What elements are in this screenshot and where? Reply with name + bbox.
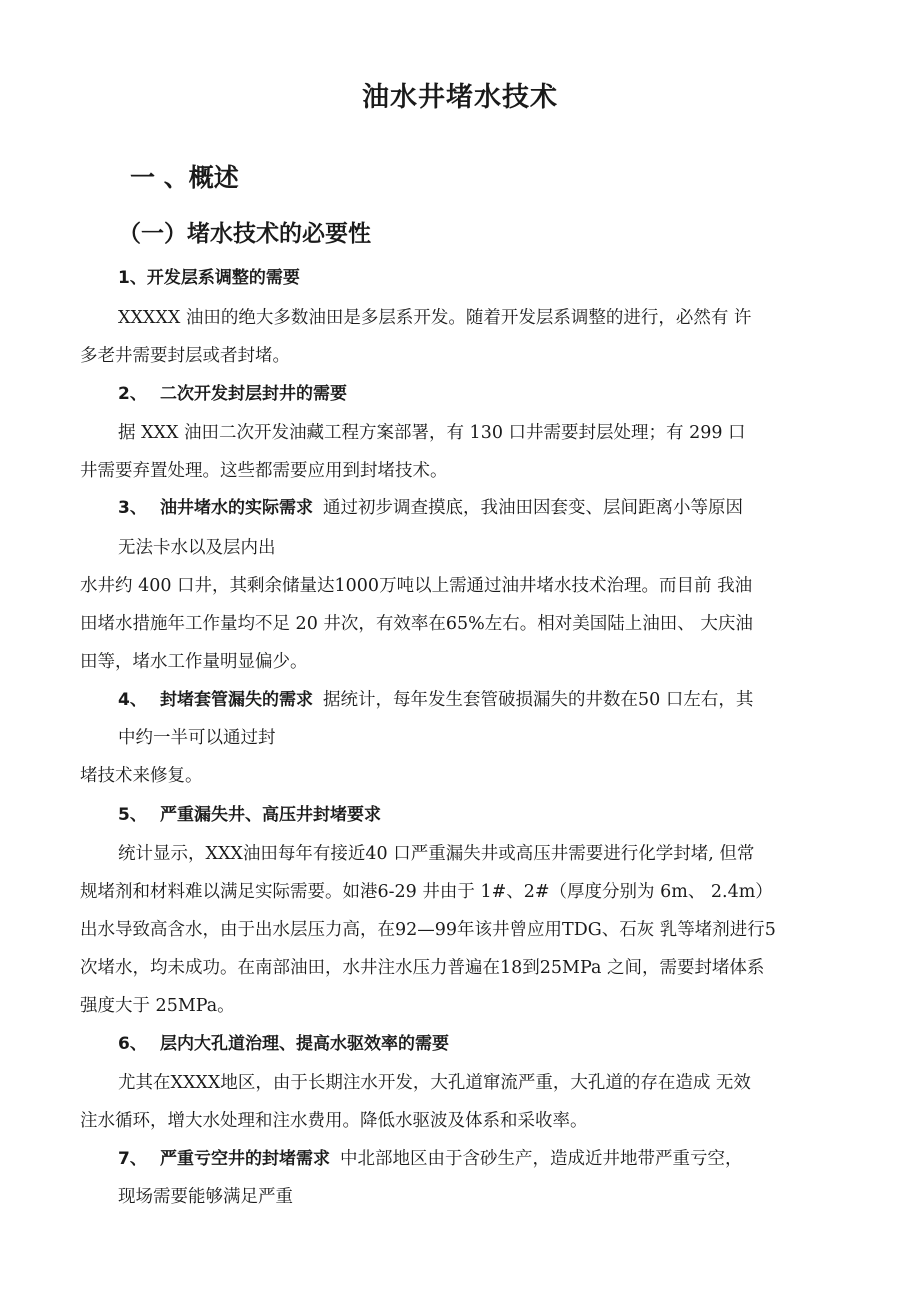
paragraph-line: 现场需要能够满足严重 — [118, 1187, 293, 1207]
item-heading-2: 2、 二次开发封层封井的需要 — [118, 384, 347, 404]
paragraph-line: 尤其在XXXX地区，由于长期注水开发，大孔道窜流严重，大孔道的存在造成 无效 — [118, 1073, 751, 1093]
paragraph-line: 出水导致高含水，由于出水层压力高，在92—99年该井曾应用TDG、石灰 乳等堵剂进行5 — [80, 920, 776, 940]
paragraph-line: 规堵剂和材料难以满足实际需要。如港6-29 井由于 1#、2#（厚度分别为 6m、 2.4m） — [80, 882, 773, 902]
paragraph-line: 堵技术来修复。 — [80, 766, 203, 786]
item-heading-3: 3、 油井堵水的实际需求 通过初步调查摸底，我油田因套变、层间距离小等原因 — [118, 498, 743, 518]
paragraph-line: 田堵水措施年工作量均不足 20 井次，有效率在65%左右。相对美国陆上油田、 大庆油 — [80, 614, 753, 634]
paragraph-line: 井需要弃置处理。这些都需要应用到封堵技术。 — [80, 461, 448, 481]
paragraph-line: 强度大于 25MPa。 — [80, 996, 235, 1016]
paragraph-line: 无法卡水以及层内出 — [118, 538, 276, 558]
paragraph-line: 田等，堵水工作量明显偏少。 — [80, 652, 308, 672]
paragraph-line: 注水循环，增大水处理和注水费用。降低水驱波及体系和采收率。 — [80, 1111, 588, 1131]
document-title: 油水井堵水技术 — [362, 82, 558, 113]
item-heading-7: 7、 严重亏空井的封堵需求 中北部地区由于含砂生产，造成近井地带严重亏空， — [118, 1149, 743, 1169]
subsection-heading-necessity: （一）堵水技术的必要性 — [118, 221, 371, 247]
item-heading-1: 1、开发层系调整的需要 — [118, 268, 300, 288]
paragraph-line: 据 XXX 油田二次开发油藏工程方案部署，有 130 口井需要封层处理；有 299 口 — [118, 423, 746, 443]
paragraph-line: 次堵水，均未成功。在南部油田，水井注水压力普遍在18到25MPa 之间，需要封堵体系 — [80, 958, 765, 978]
paragraph-line: 统计显示，XXX油田每年有接近40 口严重漏失井或高压井需要进行化学封堵, 但常 — [118, 844, 755, 864]
item-heading-4: 4、 封堵套管漏失的需求 据统计，每年发生套管破损漏失的井数在50 口左右，其 — [118, 690, 754, 710]
paragraph-line: XXXXX 油田的绝大多数油田是多层系开发。随着开发层系调整的进行，必然有 许 — [118, 308, 752, 328]
item-heading-5: 5、 严重漏失井、高压井封堵要求 — [118, 805, 381, 825]
section-heading-overview: 一 、概述 — [130, 163, 239, 192]
item-heading-6: 6、 层内大孔道治理、提高水驱效率的需要 — [118, 1034, 449, 1054]
paragraph-line: 多老井需要封层或者封堵。 — [80, 346, 290, 366]
paragraph-line: 中约一半可以通过封 — [118, 728, 276, 748]
paragraph-line: 水井约 400 口井，其剩余储量达1000万吨以上需通过油井堵水技术治理。而目前 我油 — [80, 576, 753, 596]
